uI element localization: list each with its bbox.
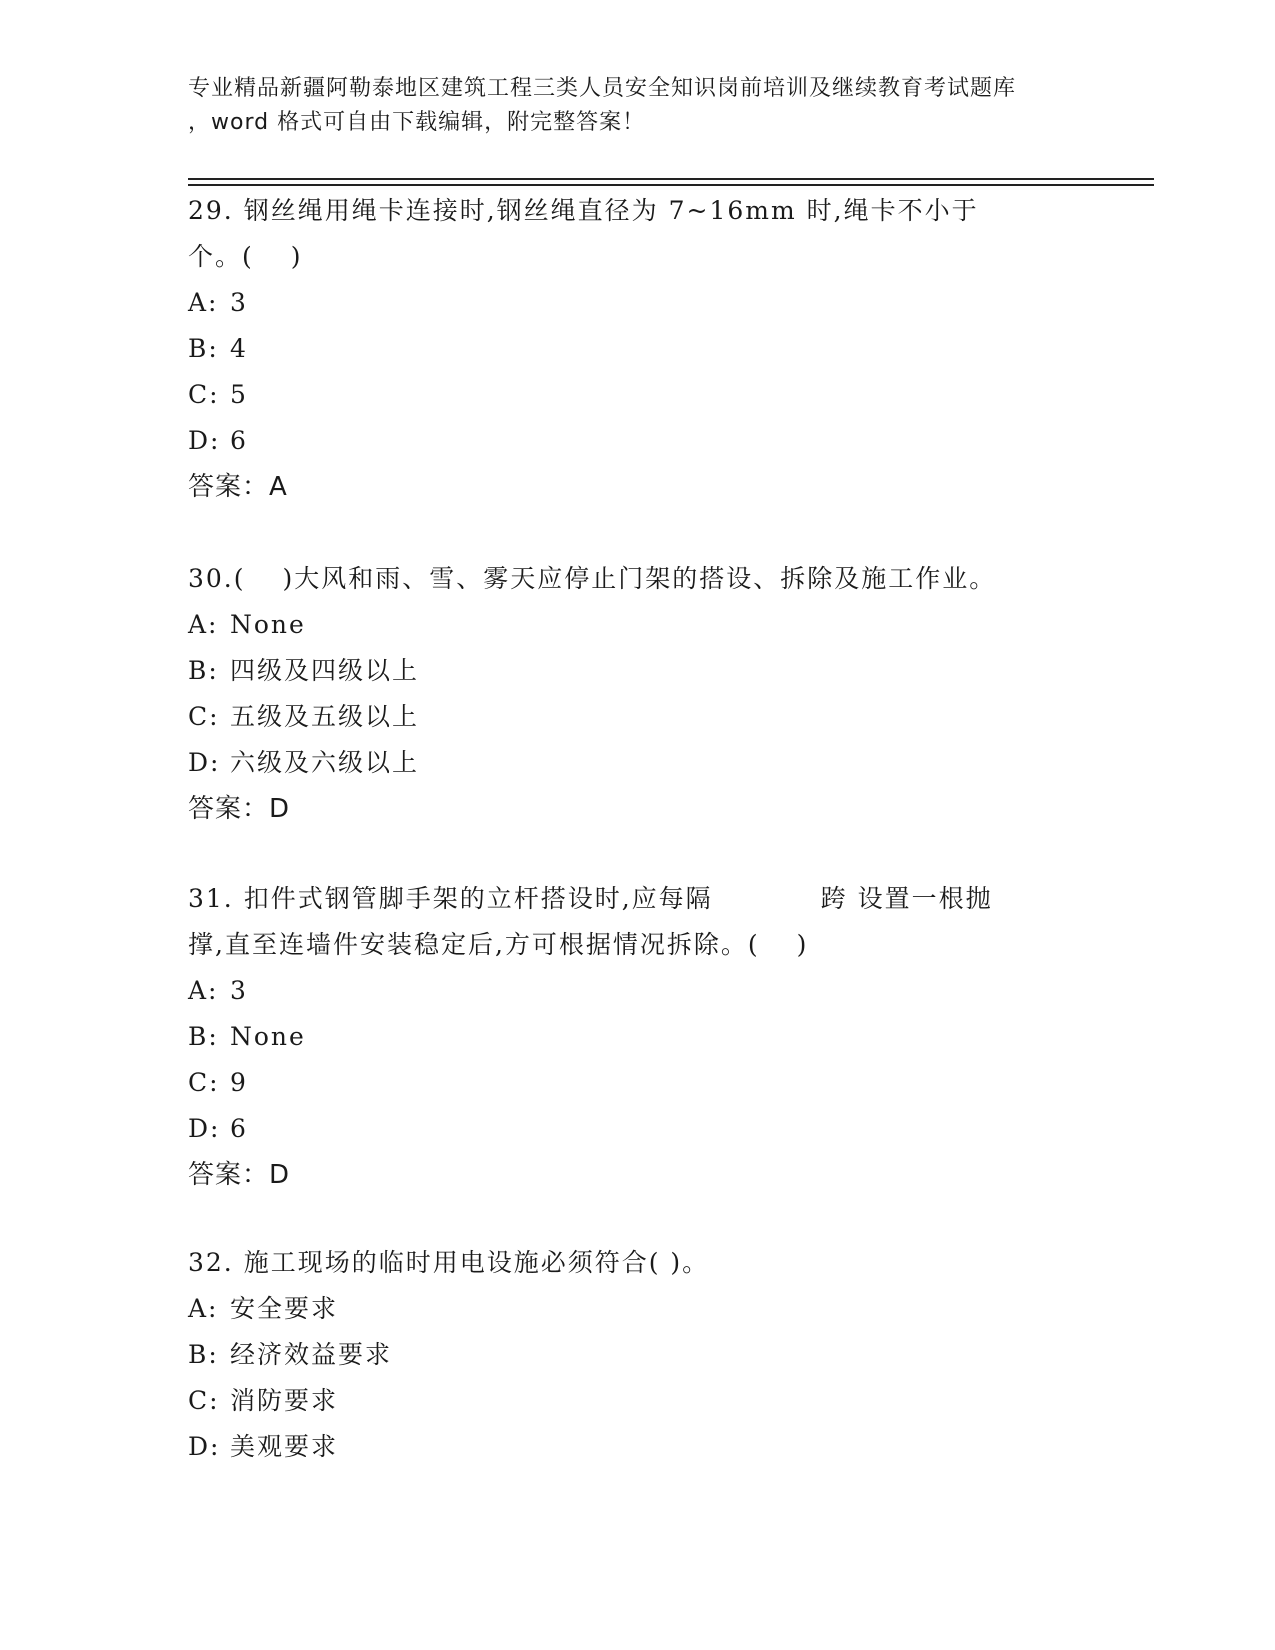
- option-text: 3: [230, 976, 248, 1005]
- document-header: [188, 72, 1148, 140]
- option-letter: A:: [188, 976, 219, 1005]
- option-letter: D:: [188, 1432, 221, 1461]
- option-text: 4: [230, 334, 248, 363]
- option-a: [188, 602, 1088, 648]
- question-stem-part-1: 31. 扣件式钢管脚手架的立杆搭设时,应每隔: [188, 884, 713, 913]
- option-text: 五级及五级以上: [230, 702, 420, 731]
- option-letter: D:: [188, 748, 221, 777]
- answer: 答案：D: [188, 794, 291, 824]
- option-d: [188, 740, 1088, 786]
- question-stem: 29. 钢丝绳用绳卡连接时,钢丝绳直径为 7~16mm 时,绳卡不小于: [188, 196, 979, 225]
- question-stem: 30.( )大风和雨、雪、雾天应停止门架的搭设、拆除及施工作业。: [188, 564, 997, 593]
- option-b: [188, 326, 1088, 372]
- option-c: [188, 372, 1088, 418]
- question-stem-continued: 个。( ): [188, 242, 303, 271]
- option-d: [188, 1106, 1088, 1152]
- option-letter: D:: [188, 1114, 221, 1143]
- header-divider-bottom: [188, 184, 1154, 186]
- option-letter: A:: [188, 610, 219, 639]
- option-letter: D:: [188, 426, 221, 455]
- question-stem: 32. 施工现场的临时用电设施必须符合( )。: [188, 1248, 710, 1277]
- option-text: 安全要求: [230, 1294, 339, 1323]
- question-31: [188, 876, 1088, 1198]
- question-stem-part-2: 跨 设置一根抛: [820, 884, 993, 913]
- option-d: [188, 418, 1088, 464]
- option-text: None: [230, 610, 306, 639]
- answer: 答案：D: [188, 1160, 291, 1190]
- answer: 答案：A: [188, 472, 288, 502]
- header-divider-top: [188, 178, 1154, 180]
- option-c: [188, 1060, 1088, 1106]
- option-a: [188, 968, 1088, 1014]
- option-letter: B:: [188, 334, 219, 363]
- option-letter: C:: [188, 702, 220, 731]
- option-b: [188, 648, 1088, 694]
- option-text: 6: [230, 1114, 248, 1143]
- option-a: [188, 280, 1088, 326]
- option-text: None: [230, 1022, 306, 1051]
- option-text: 5: [230, 380, 248, 409]
- option-text: 四级及四级以上: [230, 656, 420, 685]
- option-letter: C:: [188, 1068, 220, 1097]
- option-letter: B:: [188, 1022, 219, 1051]
- option-letter: A:: [188, 288, 219, 317]
- option-text: 经济效益要求: [230, 1340, 393, 1369]
- option-b: [188, 1014, 1088, 1060]
- question-29: [188, 188, 1088, 510]
- option-letter: A:: [188, 1294, 219, 1323]
- option-text: 3: [230, 288, 248, 317]
- option-letter: C:: [188, 1386, 220, 1415]
- option-d: [188, 1424, 1088, 1470]
- option-c: [188, 694, 1088, 740]
- header-title-line-2: ，word 格式可自由下载编辑，附完整答案！: [188, 110, 646, 135]
- question-stem: [188, 876, 1088, 922]
- question-stem-continued: 撑,直至连墙件安装稳定后,方可根据情况拆除。( ): [188, 930, 809, 959]
- option-a: [188, 1286, 1088, 1332]
- option-letter: B:: [188, 656, 219, 685]
- option-b: [188, 1332, 1088, 1378]
- option-text: 9: [230, 1068, 248, 1097]
- option-text: 6: [230, 426, 248, 455]
- option-letter: B:: [188, 1340, 219, 1369]
- question-30: [188, 556, 1088, 832]
- question-32: [188, 1240, 1088, 1470]
- option-text: 六级及六级以上: [230, 748, 420, 777]
- option-letter: C:: [188, 380, 220, 409]
- option-text: 消防要求: [230, 1386, 339, 1415]
- header-title-line-1: 专业精品新疆阿勒泰地区建筑工程三类人员安全知识岗前培训及继续教育考试题库: [188, 76, 1017, 101]
- option-c: [188, 1378, 1088, 1424]
- option-text: 美观要求: [230, 1432, 339, 1461]
